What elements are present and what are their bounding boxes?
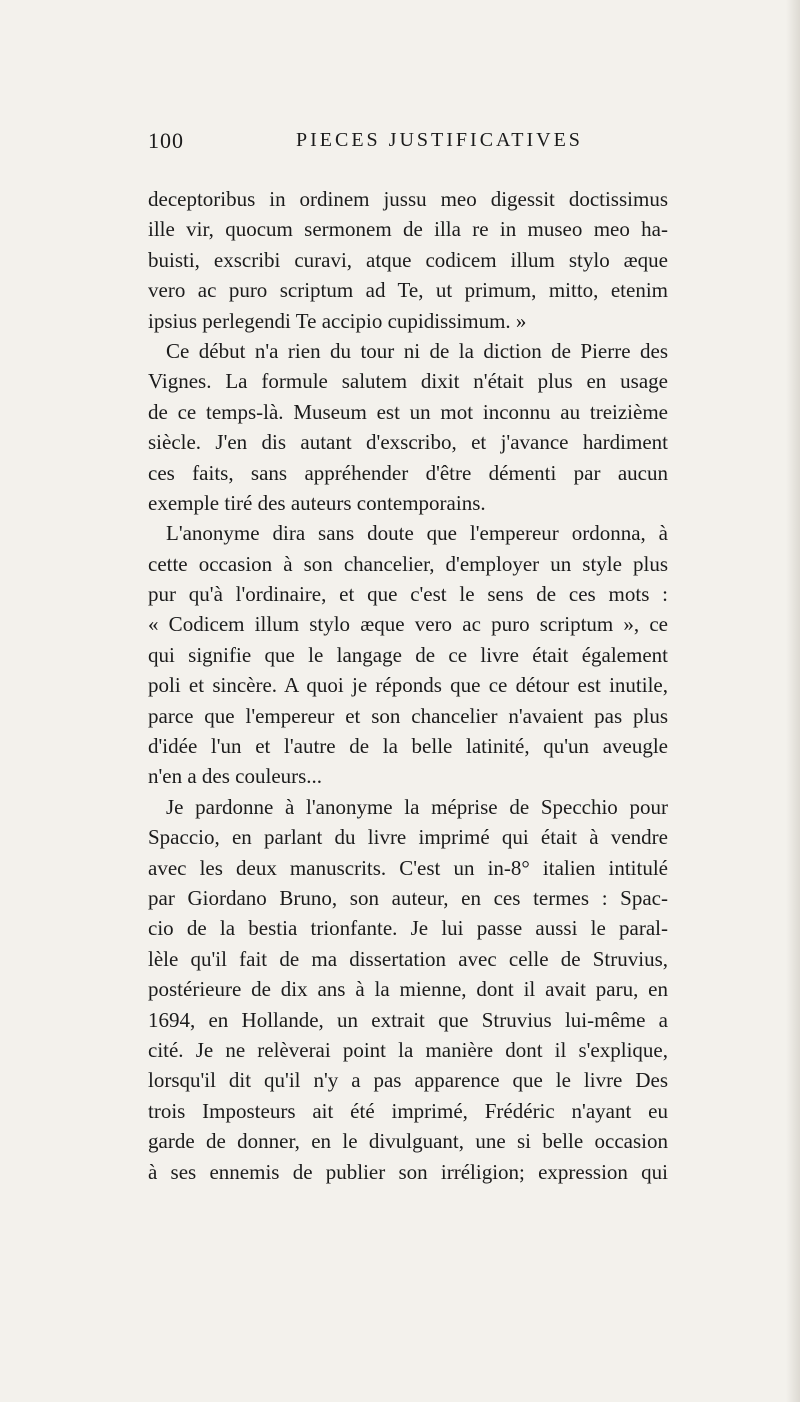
text-line: de ce temps-là. Museum est un mot inconnu au treizième bbox=[148, 399, 668, 424]
text-line: pur qu'à l'ordinaire, et que c'est le sens de ces mots : bbox=[148, 582, 668, 607]
text-line: cio de la bestia trionfante. Je lui passe aussi le paral- bbox=[148, 916, 668, 941]
text-line: d'idée l'un et l'autre de la belle latinité, qu'un aveugle bbox=[148, 734, 668, 759]
text-line: avec les deux manuscrits. C'est un in-8° italien intitulé bbox=[148, 855, 668, 880]
text-line: par Giordano Bruno, son auteur, en ces termes : Spac- bbox=[148, 885, 668, 910]
text-line: deceptoribus in ordinem jussu meo digessit doctissimus bbox=[148, 187, 668, 211]
running-title: PIECES JUSTIFICATIVES bbox=[296, 129, 583, 151]
running-head bbox=[148, 128, 668, 158]
text-line: siècle. J'en dis autant d'exscribo, et j'avance hardiment bbox=[148, 430, 668, 455]
text-line: Je pardonne à l'anonyme la méprise de Specchio pour bbox=[166, 794, 668, 819]
text-line: qui signifie que le langage de ce livre était également bbox=[148, 642, 668, 667]
page-number: 100 bbox=[148, 128, 184, 153]
text-line: vero ac puro scriptum ad Te, ut primum, mitto, etenim bbox=[148, 278, 668, 303]
text-line: à ses ennemis de publier son irréligion; expression qui bbox=[148, 1159, 668, 1184]
text-line: L'anonyme dira sans doute que l'empereur ordonna, à bbox=[166, 521, 668, 546]
text-line: exemple tiré des auteurs contemporains. bbox=[148, 490, 486, 515]
text-line: n'en a des couleurs... bbox=[148, 764, 323, 789]
body-text bbox=[148, 184, 668, 1187]
text-line: ces faits, sans appréhender d'être démenti par aucun bbox=[148, 460, 668, 485]
text-line: poli et sincère. A quoi je réponds que ce détour est inutile, bbox=[148, 673, 668, 698]
text-line: « Codicem illum stylo æque vero ac puro scriptum », ce bbox=[148, 612, 668, 637]
text-line: lèle qu'il fait de ma dissertation avec celle de Struvius, bbox=[148, 946, 668, 971]
text-line: Vignes. La formule salutem dixit n'était plus en usage bbox=[148, 369, 668, 394]
text-line: buisti, exscribi curavi, atque codicem illum stylo æque bbox=[148, 247, 668, 272]
text-line: trois Imposteurs ait été imprimé, Frédéric n'ayant eu bbox=[148, 1098, 668, 1123]
text-line: lorsqu'il dit qu'il n'y a pas apparence que le livre Des bbox=[148, 1068, 668, 1093]
text-line: parce que l'empereur et son chancelier n'avaient pas plus bbox=[148, 703, 668, 728]
text-line: garde de donner, en le divulguant, une si belle occasion bbox=[148, 1129, 668, 1154]
text-line: ipsius perlegendi Te accipio cupidissimum. » bbox=[148, 308, 527, 333]
page-edge-shadow bbox=[786, 0, 800, 1402]
text-line: Spaccio, en parlant du livre imprimé qui était à vendre bbox=[148, 825, 668, 850]
text-line: cité. Je ne relèverai point la manière dont il s'explique, bbox=[148, 1037, 668, 1062]
text-line: Ce début n'a rien du tour ni de la diction de Pierre des bbox=[166, 338, 668, 363]
text-line: ille vir, quocum sermonem de illa re in museo meo ha- bbox=[148, 217, 668, 242]
text-line: cette occasion à son chancelier, d'employer un style plus bbox=[148, 551, 668, 576]
text-line: postérieure de dix ans à la mienne, dont il avait paru, en bbox=[148, 977, 668, 1002]
text-line: 1694, en Hollande, un extrait que Struvius lui-même a bbox=[148, 1007, 668, 1032]
